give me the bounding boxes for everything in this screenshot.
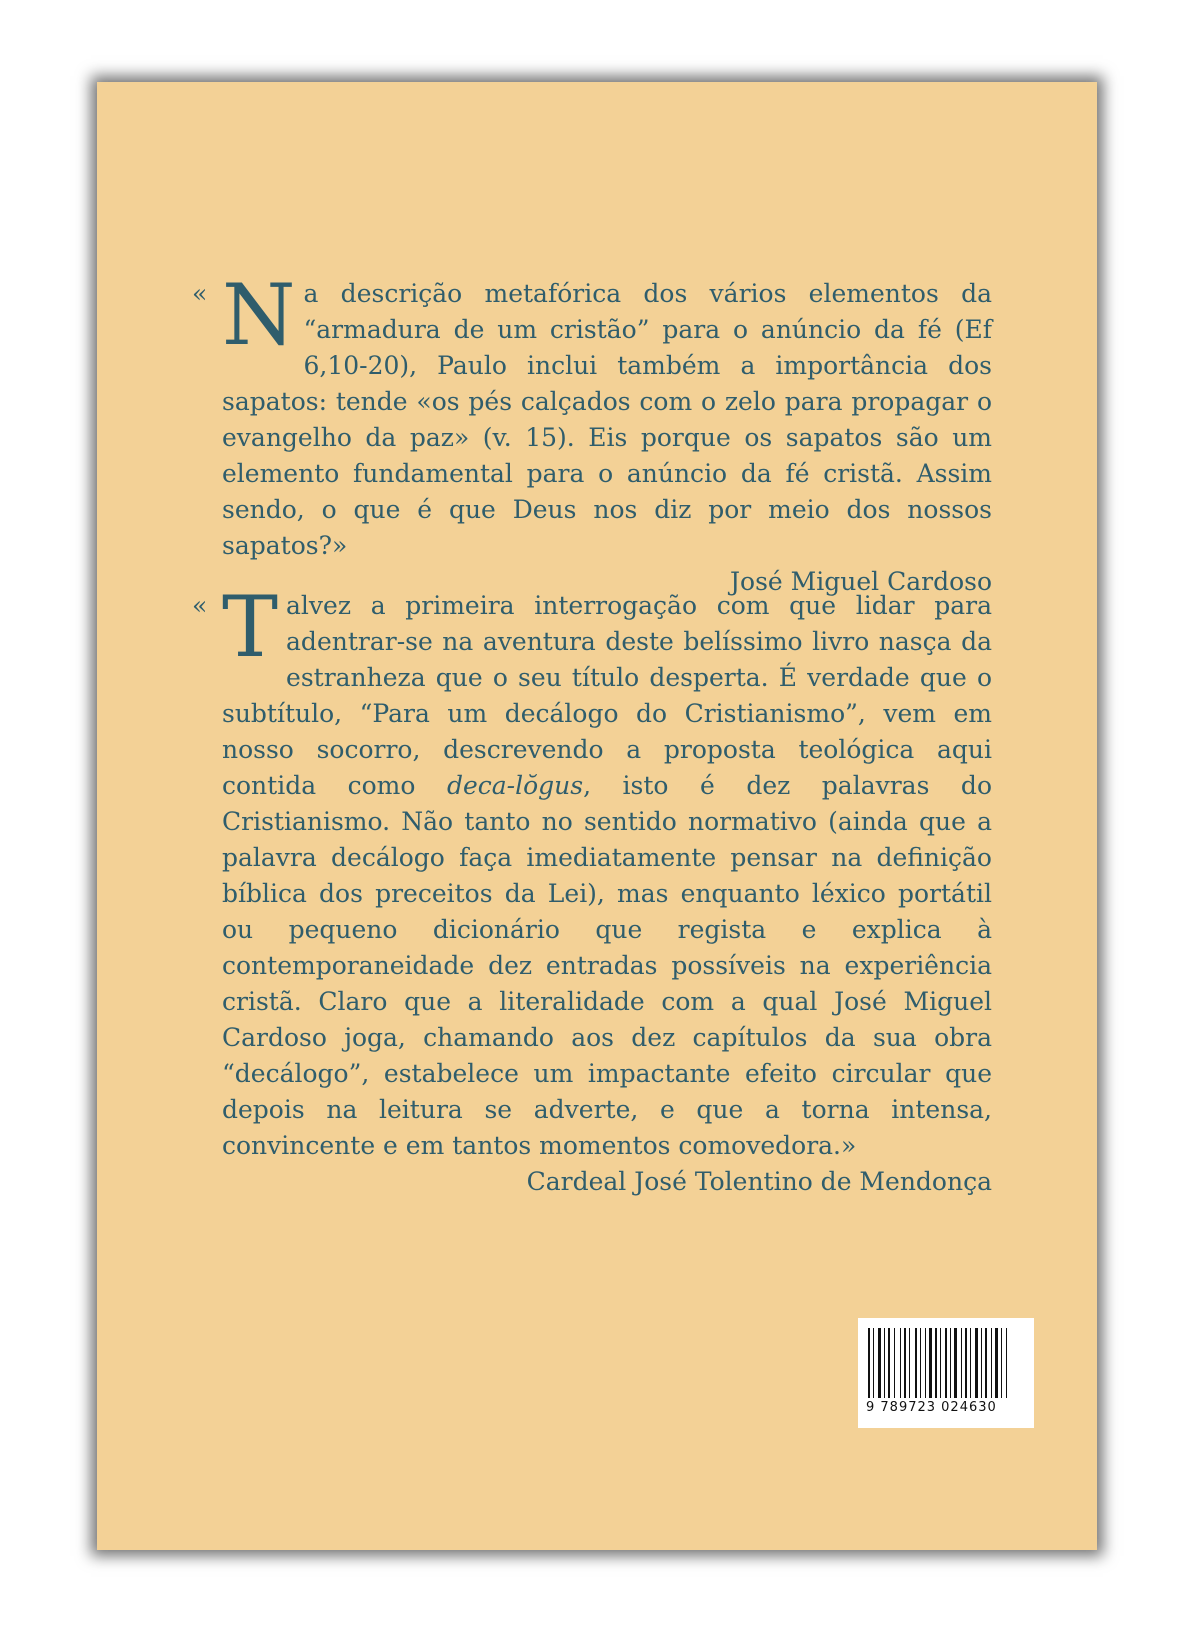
- quote-tolentino: [192, 578, 992, 1200]
- barcode-bars: [868, 1328, 1024, 1398]
- opening-guillemet: «: [192, 591, 208, 620]
- quote-italic-term: deca-lŏgus: [446, 771, 584, 800]
- drop-cap-letter: N: [222, 266, 296, 364]
- opening-guillemet: «: [192, 279, 208, 308]
- barcode-digits: 9 789723 024630: [866, 1400, 997, 1415]
- quote-text-part: alvez a primeira interrogação com que lidar para adentrar-se na aventura deste belíssimo livro nasça da estranheza que o seu título desperta. É verdade que o subtítulo, “Para um decálogo do Cristianismo”, vem em nosso socorro, descrevendo a proposta teológica aqui contida como: [222, 591, 992, 800]
- isbn-barcode: [858, 1318, 1034, 1428]
- quote-text: a descrição metafórica dos vários elementos da “armadura de um cristão” para o anúncio da fé (Ef 6,10-20), Paulo inclui também a importância dos sapatos: tende «os pés calçados com o zelo para propagar o evangelho da paz» (v. 15). Eis porque os sapatos são um elemento fundamental para o anúncio da fé cristã. Assim sendo, o que é que Deus nos diz por meio dos nossos sapatos?»: [222, 279, 992, 560]
- quote-paragraph: [192, 578, 992, 1164]
- drop-cap-letter: T: [222, 578, 279, 676]
- quote-author: José Miguel Cardoso: [730, 567, 992, 596]
- quote-author: Cardeal José Tolentino de Mendonça: [526, 1167, 992, 1196]
- quote-text-part: , isto é dez palavras do Cristianismo. Não tanto no sentido normativo (ainda que a palavra decálogo faça imediatamente pensar na definição bíblica dos preceitos da Lei), mas enquanto léxico portátil ou pequeno dicionário que regista e explica à contemporaneidade dez entradas possíveis na experiência cristã. Claro que a literalidade com a qual José Miguel Cardoso joga, chamando aos dez capítulos da sua obra “decálogo”, estabelece um impactante efeito circular que depois na leitura se adverte, e que a torna intensa, convincente e em tantos momentos comovedora.»: [222, 771, 992, 1160]
- quote-cardoso: [192, 266, 992, 600]
- quote-paragraph: [192, 266, 992, 564]
